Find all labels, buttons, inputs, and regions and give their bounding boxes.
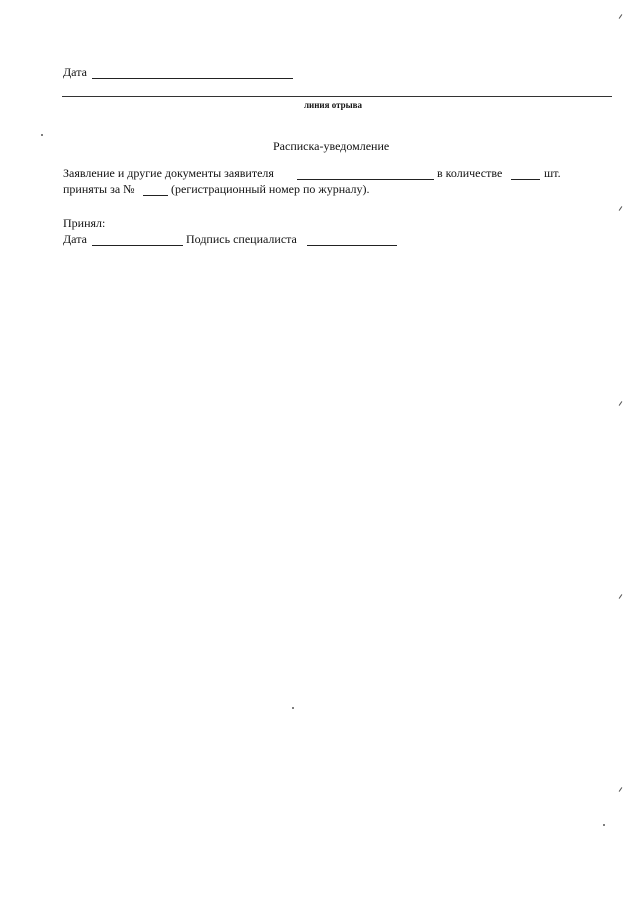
specialist-signature-label: Подпись специалиста xyxy=(186,232,297,246)
receipt-line1-end: шт. xyxy=(544,166,561,180)
receipt-line2-end: (регистрационный номер по журналу). xyxy=(171,182,370,196)
scan-speck xyxy=(41,134,43,136)
acceptance-date-label: Дата xyxy=(63,232,87,246)
applicant-name-field[interactable] xyxy=(297,179,434,180)
scan-mark xyxy=(619,401,623,406)
receipt-line1-start: Заявление и другие документы заявителя xyxy=(63,166,274,180)
scan-mark xyxy=(619,206,623,211)
specialist-signature-field[interactable] xyxy=(307,245,397,246)
receipt-line1-mid: в количестве xyxy=(437,166,503,180)
scan-speck xyxy=(603,824,605,826)
scan-mark xyxy=(619,14,623,19)
tear-line-label: линия отрыва xyxy=(304,100,363,110)
top-date-field[interactable] xyxy=(92,78,293,79)
top-date-label: Дата xyxy=(63,65,87,79)
document-count-field[interactable] xyxy=(511,179,540,180)
scan-speck xyxy=(292,707,294,709)
scan-mark xyxy=(619,594,623,599)
receipt-line2-start: приняты за № xyxy=(63,182,135,196)
tear-line xyxy=(62,96,612,97)
accepted-label: Принял: xyxy=(63,216,106,230)
acceptance-date-field[interactable] xyxy=(92,245,183,246)
receipt-title: Расписка-уведомление xyxy=(273,139,390,153)
scan-mark xyxy=(619,787,623,792)
registration-number-field[interactable] xyxy=(143,195,168,196)
